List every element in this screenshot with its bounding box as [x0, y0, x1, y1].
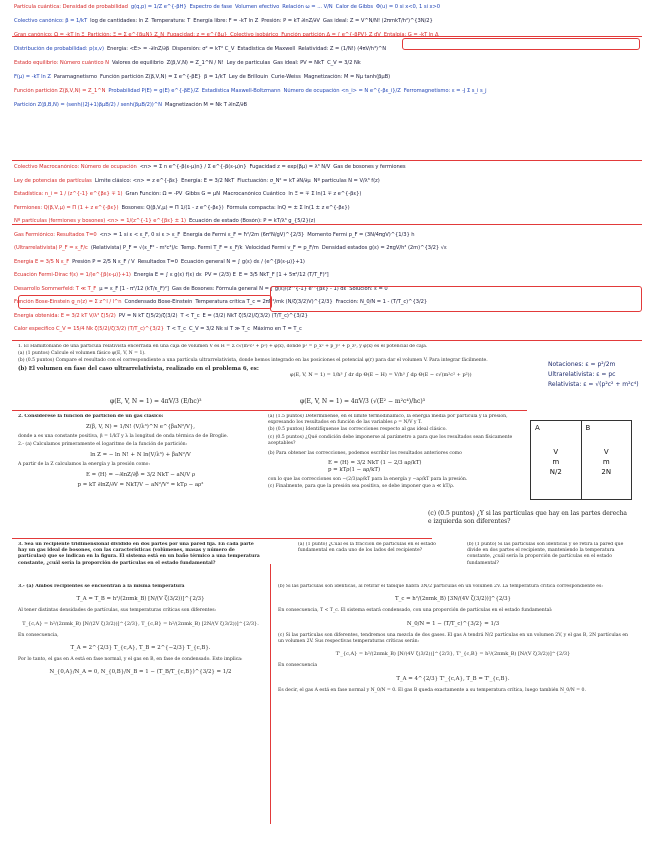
- formula-item: Nº partículas N = V/λ³ f(z): [313, 177, 380, 184]
- formula-item: Temperatura: T: [151, 18, 191, 24]
- formula-line-top-5: [14, 60, 642, 67]
- problem-3-statement-text: 3. Sea un recipiente tridimensional dividido en dos partes por una pared fija. En cada parte hay un gas ideal de bosones, con las características (volúmenes, masas y número de partículas) que se indican en la figura. El sistema está en un baño térmico a una temperatura constante, ¿cuál sería la proporción de partículas en el estado fundamental?: [18, 542, 260, 566]
- formula-item: Espectro de fase: [189, 4, 233, 10]
- divider-2: [12, 160, 642, 161]
- problem-2-eq-e: E = ⟨H⟩ = −∂lnZ/∂β = 3/2 NkT − aN/V ρ: [85, 472, 196, 479]
- problem-3-eq-tcb: T_c = h²/(2πmk_B) [3N/(4V ζ(3/2))]^{2/3}: [395, 596, 511, 603]
- formula-item: <n> = 1 si ε < ε_F, 0 si ε > ε_F: [99, 231, 181, 238]
- formula-item: Resultados T=0: [137, 258, 178, 265]
- problem-2-part-b-question: (b) Para obtener las correcciones, podemos escribir los resultados anteriores como: [268, 451, 462, 457]
- problem-3-text-b2: En consecuencia, T < T_c. El sistema estará condensado, con una proporción de partículas en el estado fundamental:: [278, 608, 553, 614]
- formula-item: Entalpía: G = -kT ln Δ: [383, 32, 439, 38]
- container-a-mass: m: [552, 458, 560, 466]
- formula-item: β = 1/kT: [204, 74, 226, 80]
- formula-line-top-8: [14, 102, 642, 109]
- formula-item: Estadística de Maxwell: [237, 46, 296, 52]
- formula-item: Distribución de probabilidad: p(x,v): [14, 46, 104, 52]
- problem-1-part-a: (a) (1 puntos) Calcule el volumen fásico φ(E, V, N = 1).: [18, 351, 146, 357]
- formula-item: log de cantidades: ln Z: [90, 18, 149, 24]
- formula-line-middle-9: [14, 272, 642, 279]
- formula-item: µ = ε_F [1 - π²/12 (kT/ε_F)²]: [99, 285, 169, 292]
- problem-3-ans-b: (b) Si las partículas son idénticas, al retirar el tabique habrá 3N/2 partículas en un volumen 2V. La temperatura crítica correspondiente es:: [278, 584, 603, 589]
- problem-2-q-c: (c) (0.5 puntos) ¿Qué condición debe imponerse al parámetro a para que los resultados sean físicamente aceptables?: [268, 434, 513, 446]
- formula-item: (Relativista) P_F = √(ε_F² - m²c⁴)/c: [90, 245, 178, 251]
- side-note-2: Ultrarelativista: ε = pc: [548, 371, 616, 378]
- formula-item: Función partición Δ = ∫ e^{-βPV} Z dV: [281, 32, 381, 38]
- formula-item: Fugacidad z = exp(βµ) = λ³ N/V: [249, 164, 331, 170]
- formula-item: E = (3/2) NkT ζ(5/2)/ζ(3/2) (T/T_c)^{3/2}: [202, 312, 308, 319]
- formula-item: Nº partículas (fermiones y bosones) <n> = 1/(z^{-1} e^{βε} ± 1): [14, 218, 186, 224]
- divider-5: [12, 410, 527, 411]
- problem-3-eq-tcc: T'_{c,A} = h²/(2πmk_B) [N/(4V ζ(3/2))]^{2/3}, T'_{c,B} = h²/(2πmk_B) [N/(V ζ(3/2))]^{2/3}: [335, 651, 571, 658]
- formula-item: Macrocanónico Cuántico: [222, 191, 286, 197]
- highlight-box-1: [402, 38, 640, 50]
- problem-2-q-a: (a) (1.5 puntos) Determínense, en el límite termodinámico, la energía media por partícula y la presión, expresando los resultados en función de las variables ρ = N/V y T.: [268, 414, 508, 426]
- problem-1-eq-result: φ(E, V, N = 1) = 4πV/3 (E/hc)³: [110, 398, 202, 405]
- problem-2-eq-e2: E = ⟨H⟩ = 3/2 NkT (1 − 2/3 aρ/kT): [328, 460, 422, 467]
- formula-line-middle-4: [14, 205, 642, 212]
- formula-item: Magnetización M = Nk T ∂lnZ/∂B: [164, 102, 248, 108]
- formula-line-middle-13: [14, 326, 642, 333]
- formula-line-top-2: [14, 18, 642, 25]
- formula-item: PV = N kT ζ(5/2)/ζ(3/2): [118, 312, 178, 319]
- formula-item: Valores de equilibrio: [111, 60, 164, 66]
- formula-item: Paramagnetismo: [53, 74, 97, 80]
- problem-3-statement: [18, 542, 263, 582]
- container-a-volume: V: [553, 448, 559, 456]
- formula-item: Curie-Weiss: [271, 74, 301, 80]
- problem-1-eq-a: φ(E, V, N = 1) = 1/h³ ∫ dr dp Θ(E − H) = V/h³ ∫ dp Θ(E − c√(m²c² + p²)): [290, 372, 472, 378]
- container-a-label: A: [535, 424, 540, 432]
- formula-item: Presión: P = kT ∂lnZ/∂V: [261, 18, 320, 24]
- formula-item: Fracción: N_0/N = 1 - (T/T_c)^{3/2}: [335, 299, 428, 305]
- formula-line-middle-12: [14, 313, 642, 320]
- formula-item: Calor de Gibbs: [335, 4, 374, 10]
- divider-3: [12, 224, 642, 225]
- problem-3-eq-tc: T_{c,A} = h²/(2πmk_B) [N/(2V ζ(3/2))]^{2/3}, T_{c,B} = h²/(2πmk_B) [2N/(V ζ(3/2))]^{2/3}.: [22, 620, 259, 627]
- formula-item: Gas de Bosones: Fórmula general N = ∫ g(ε)/(z^{-1} e^{βε} - 1) dε: [171, 285, 347, 292]
- formula-item: Energía: <E> = -∂lnZ/∂β: [106, 46, 170, 52]
- problem-3-eq-frac: N_{0,A}/N_A = 0, N_{0,B}/N_B = 1 − (T_B/T_{c,B})^{3/2} = 1/2: [49, 669, 232, 676]
- formula-item: Temperatura crítica T_c = 2πħ²/mk (N/ζ(3/2)V)^{2/3}: [195, 299, 333, 305]
- formula-item: Dispersión: σ² = kT² C_V: [172, 46, 235, 52]
- problem-3-eq-c3: T_A = 4^{2/3} T'_{c,A}, T_B = T'_{c,B}.: [396, 675, 510, 682]
- formula-item: Probabilidad P(E) = g(E) e^{-βE}/Z: [108, 88, 199, 94]
- problem-3-text-cons: En consecuencia,: [18, 632, 59, 638]
- formula-line-middle-8: [14, 259, 642, 266]
- formula-line-middle-1: [14, 164, 642, 171]
- formula-item: Máximo en T = T_c: [253, 326, 302, 332]
- formula-item: Gas de bosones y fermiones: [333, 164, 406, 170]
- formula-item: Función Bose-Einstein g_n(z) = Σ z^l / l^n: [14, 299, 122, 305]
- formula-item: T < T_c: [180, 312, 200, 319]
- formula-item: Ley de potencias de partículas: [14, 177, 92, 184]
- formula-line-top-6: [14, 74, 642, 81]
- problem-3-questions: [298, 542, 628, 574]
- formula-item: Momento Fermi p_F = (3N/4πgV)^{1/3} h: [307, 231, 415, 238]
- formula-line-top-1: [14, 4, 642, 11]
- problem-2-left: [18, 414, 263, 534]
- problem-2-note-c: (c) Finalmente, para que la presión sea positiva, se debe imponer que a ≪ kT/ρ.: [268, 483, 455, 489]
- formula-item: Fugacidad: z = e^{βμ}: [167, 32, 228, 38]
- formula-item: Límite clásico: <n> = z e^{-βε}: [94, 177, 179, 184]
- highlight-box-2: [18, 295, 272, 309]
- problem-3-text-c4: Es decir, el gas A está en fase normal y N_0/N = 0. El gas B queda exactamente a su temperatura crítica, luego también N_0/N = 0.: [278, 687, 586, 693]
- formula-item: Función partición Z(β,V,N) = Z_1^N: [14, 88, 106, 94]
- problem-3-eq-tc2: T_A = 2^{2/3} T_{c,A}, T_B = 2^{−2/3} T_{c,B}.: [70, 645, 211, 652]
- formula-item: Estado equilibrio: Número cuántico N: [14, 60, 109, 66]
- side-note-3: Relativista: ε = √(p²c² + m²c⁴): [548, 381, 639, 388]
- container-b-label: B: [585, 424, 591, 432]
- problem-3-text-c2: En consecuencia: [278, 663, 318, 669]
- container-b-volume: V: [603, 448, 609, 456]
- problem-3-ans-c: (c) Si las partículas son diferentes, tendremos una mezcla de dos gases. El gas A tendrá N/2 partículas en un volumen 2V, y el gas B, 2N partículas en un volumen 2V. Sus respectivas temperaturas críticas serán:: [278, 632, 628, 645]
- formula-item: Partición Z(β,B,N) = (senh((2J+1)βµB/2) / senh(βµB/2))^N: [14, 102, 162, 108]
- formula-item: ln Ξ = ∓ Σ ln(1 ∓ z e^{-βε}): [288, 191, 362, 197]
- formula-item: Gas ideal: PV = NkT: [273, 60, 325, 66]
- formula-line-top-7: [14, 88, 642, 95]
- formula-item: Presión P = 2/5 N ε_F / V: [72, 258, 135, 265]
- formula-item: Solución: ε = 0: [349, 285, 388, 292]
- formula-item: Energía obtenida: E = 3/2 kT V/λ³ ζ(5/2): [14, 312, 116, 319]
- problem-2-eq-p: p = kT ∂lnZ/∂V = NkT/V − aN²/V² = kTρ − aρ²: [77, 482, 204, 489]
- formula-item: Bosones: Q(β,V,µ) = Π 1/(1 - z e^{-βε}): [121, 204, 224, 211]
- formula-line-middle-6: [14, 232, 642, 239]
- formula-line-middle-2: [14, 178, 642, 185]
- formula-item: Partición: Ξ = Σ e^{βμN} Z_N: [87, 32, 165, 38]
- formula-item: Desarrollo Sommerfeld: T ≪ T_F: [14, 285, 97, 292]
- formula-item: Energía libre: F = -kT ln Z: [193, 18, 259, 24]
- problem-3-text-a3: Por lo tanto, el gas en A está en fase normal, y el gas en B, en fase de condensado. Esto implica:: [18, 657, 243, 663]
- formula-item: Función partición Z(β,V,N) = Σ e^{-βE}: [99, 74, 202, 80]
- problem-2-eq-p2: p = kTρ(1 − aρ/kT): [328, 467, 381, 474]
- formula-item: Fórmula compacta: lnQ = ± Σ ln(1 ± z e^{-βε}): [226, 204, 350, 211]
- problem-2-statement: 2. Considérese la función de partición de un gas clásico:: [18, 414, 164, 419]
- formula-item: Energía E = ∫ ε g(ε) f(ε) dε: [133, 272, 202, 278]
- problem-3-left-answer: [18, 584, 263, 834]
- divider-1: [12, 36, 642, 37]
- problem-3-q-b: (b) (1 punto) Si las partículas son idénticas y se retira la pared que divide en dos partes el recipiente, manteniendo la temperatura constante, ¿cuál sería la proporción de partículas en el estado fundamental?: [467, 542, 624, 566]
- problem-2-where: donde a es una constante positiva, β = 1/kT y λ la longitud de onda térmica de de Broglie.: [18, 434, 229, 440]
- formula-item: Fermiones: Q(β,V,µ) = Π (1 + z e^{-βε}): [14, 204, 119, 211]
- formula-line-middle-7: [14, 245, 642, 252]
- formula-item: Densidad estados g(ε) = 2πgV/h³ (2m)^{3/2} √ε: [321, 245, 447, 251]
- problem-1-statement: 1. El Hamiltoniano de una partícula relativista encerrada en una caja de volumen V es H = Σ c√(m²c² + p²) + φ(x), donde p² = p_x² + p_y² + p_z², y φ(x) es el potencial de caja.: [18, 344, 428, 349]
- formula-item: Energía de Fermi ε_F = ħ²/2m (6π²N/gV)^{2/3}: [183, 231, 305, 238]
- problem-2-part-a: 2.- (a) Calculamos primeramente el logaritmo de la función de partición:: [18, 441, 188, 447]
- formula-item: Ecuación general N = ∫ g(ε) dε / (e^{β(ε-µ)}+1): [180, 258, 305, 265]
- problem-2-box-text: (c) (0.5 puntos) ¿Y si las partículas que hay en las partes derecha e izquierda son diferentes?: [428, 510, 628, 525]
- formula-item: Gas ideal: Z = V^N/N! (2πmkT/h²)^{3N/2}: [322, 18, 433, 24]
- problem-1-part-b: (b) (0.5 puntos) Compare el resultado con el correspondiente a una partícula ultrarrelativista, donde hemos integrado en las posiciones el potencial φ(r) para dar el volumen V. Para integrar fácilmente.: [18, 358, 488, 364]
- problem-2-note-b: con lo que las correcciones son −(2/3)aρ/kT para la energía y −aρ/kT para la presión.: [268, 476, 468, 482]
- formula-item: Energía: E = 3/2 NkT: [181, 177, 235, 184]
- formula-item: Condensado Bose-Einstein: [124, 299, 193, 305]
- formula-item: Gas Fermiónico: Resultados T=0: [14, 231, 97, 238]
- formula-item: <n> = Σ n e^{-β(ε-µ)n} / Σ e^{-β(ε-µ)n}: [139, 164, 247, 170]
- formula-item: Calor específico C_V = 15/4 Nk ζ(5/2)/ζ(3/2) (T/T_c)^{3/2}: [14, 326, 164, 332]
- formula-item: Partícula cuántica: Densidad de probabilidad: [14, 4, 128, 10]
- problem-1-eq-result2: φ(E, V, N = 1) = 4πV/3 (√(E² − m²c⁴)/hc)³: [300, 398, 426, 405]
- formula-item: Colectivo canónico: β = 1/kT: [14, 18, 88, 24]
- formula-item: E = 3/5 NkT_F [1 + 5π²/12 (T/T_F)²]: [238, 272, 329, 278]
- formula-item: Colectivo isobárico: [230, 32, 279, 38]
- problem-3-eq-fracb: N_0/N = 1 − (T/T_c)^{3/2} = 1/3: [406, 620, 500, 627]
- formula-item: Temp. Fermi T_F = ε_F/k: [180, 245, 243, 251]
- formula-item: Magnetización: M = Nµ tanh(βµB): [303, 74, 391, 80]
- container-b-mass: m: [602, 458, 610, 466]
- formula-item: T < T_c: [166, 326, 186, 332]
- formula-item: Ecuación Fermi-Dirac f(ε) = 1/(e^{β(ε-µ)}+1): [14, 272, 131, 278]
- formula-item: g(q,p) = 1/Z e^{-βH}: [130, 4, 187, 10]
- formula-item: Ley de Brillouin: [228, 74, 269, 80]
- problem-2-eq-z: Z(β, V, N) = 1/N! (V/λ³)^N e^{βaN²/V},: [85, 424, 195, 431]
- problem-3-ans-a: 3.- (a) Ambos recipientes se encuentran a la misma temperatura: [18, 584, 185, 589]
- problem-2-q-b: (b) (0.5 puntos) Identifíquense las correcciones respecto al gas ideal clásico.: [268, 427, 447, 433]
- formula-item: F(µ) = -kT ln Z: [14, 74, 51, 80]
- formula-item: C_V = 3/2 Nk: [327, 60, 361, 66]
- formula-line-middle-3: [14, 191, 642, 198]
- container-diagram: [530, 420, 632, 500]
- formula-item: (Ultrarrelativista) P_F = ε_F/c: [14, 245, 88, 251]
- container-b-count: 2N: [601, 468, 612, 476]
- side-note-1: Notaciones: ε = p²/2m: [548, 361, 616, 368]
- formula-item: Z(β,V,N) = Z_1^N / N!: [166, 60, 224, 66]
- divider-7: [270, 564, 271, 824]
- highlight-box-3: [270, 286, 642, 312]
- formula-item: Volumen efectivo: [235, 4, 280, 10]
- formula-item: Relatividad: Z = (1/N!) (4πV/h³)^N: [298, 46, 387, 52]
- problem-2-eq-ln: ln Z = − ln N! + N ln(V/λ³) + βaN²/V: [90, 451, 191, 458]
- formula-item: Ferromagnetismo: ε = -J Σ s_i s_j: [403, 88, 487, 94]
- formula-item: Fluctuación: σ_N² = kT ∂N/∂µ: [237, 177, 311, 184]
- container-a-count: N/2: [549, 468, 562, 476]
- problem-1-side-notes: [548, 360, 643, 390]
- problem-3-q-a: (a) (1 punto) ¿Cuál es la fracción de partículas en el estado fundamental en cada uno de los lados del recipiente?: [298, 542, 436, 554]
- problem-2-boxed-question: [428, 510, 628, 532]
- formula-item: Gibbs G = µN: [185, 191, 220, 197]
- formula-item: Gran canónico: Ω = -kT ln Ξ: [14, 32, 85, 38]
- divider-6: [12, 538, 432, 539]
- problem-2-from-z: A partir de la Z calculamos la energía y la presión como:: [18, 462, 150, 468]
- formula-item: Ecuación de estado (Bosón): P = kT/λ³ g_{5/2}(z): [188, 218, 316, 224]
- formula-item: PV = (2/3) E: [204, 272, 236, 278]
- formula-item: Colectivo Macrocanónico: Número de ocupación: [14, 164, 137, 170]
- formula-item: Relación ω = ... V/N: [282, 4, 333, 10]
- problem-3-text-a2: Al tener distintas densidades de partículas, sus temperaturas críticas son diferentes:: [18, 608, 217, 614]
- container-b: [582, 421, 632, 499]
- formula-item: Φ(u) = 0 si x<0, 1 si x>0: [376, 4, 441, 10]
- problem-3-eq-t: T_A = T_B = h²/(2πmk_B) [N/(V ζ(3/2))]^{2/3}: [76, 596, 205, 603]
- formula-item: C_V = 3/2 Nk si T ≫ T_c: [188, 326, 251, 332]
- divider-4: [12, 340, 642, 341]
- container-a: [531, 421, 582, 499]
- problem-1-result-line: (b) El volumen en fase del caso ultrarrelativista, realizado en el problema 6, es:: [18, 365, 259, 372]
- formula-item: Estadística: n_i = 1 / (z^{-1} e^{βε} ∓ 1): [14, 191, 123, 197]
- formula-item: Ley de partículas: [226, 60, 271, 66]
- problem-3-right-answer: [278, 584, 628, 834]
- formula-item: Número de ocupación <n_i> = N e^{-βε_i}/Z: [283, 88, 401, 94]
- formula-item: Energía E = 3/5 N ε_F: [14, 258, 70, 265]
- formula-item: Velocidad Fermi v_F = p_F/m: [245, 245, 319, 251]
- formula-item: Estadística Maxwell-Boltzmann: [201, 88, 281, 94]
- formula-item: Gran Función: Ω = -PV: [125, 191, 183, 197]
